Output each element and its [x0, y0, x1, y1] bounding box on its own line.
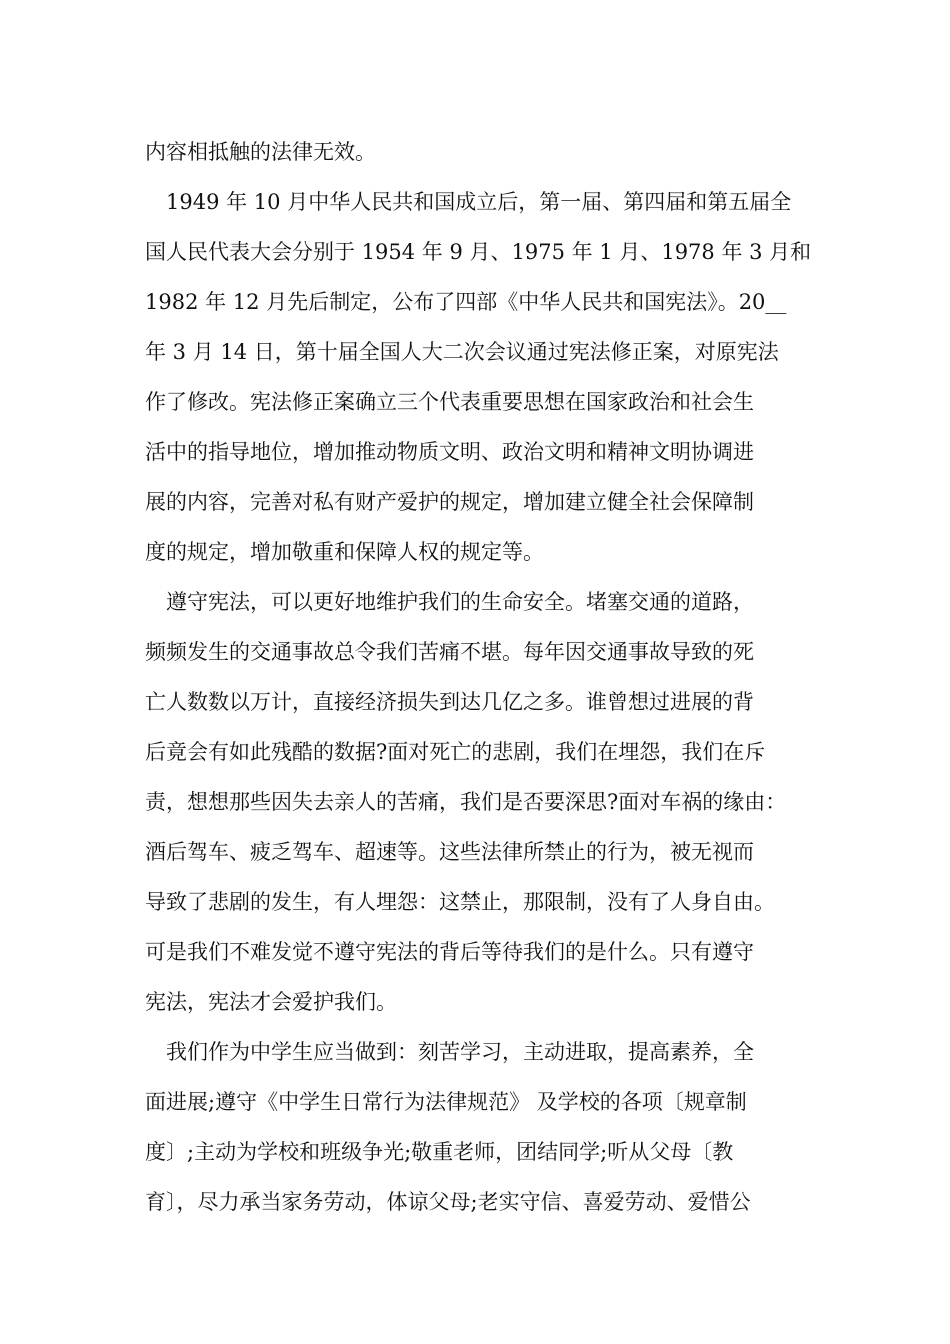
text-line: 展的内容，完善对私有财产爱护的规定，增加建立健全社会保障制 [145, 490, 754, 514]
text-line: 内容相抵触的法律无效。 [145, 140, 376, 164]
text-line: 酒后驾车、疲乏驾车、超速等。这些法律所禁止的行为，被无视而 [145, 840, 754, 864]
paragraph-start-line: 我们作为中学生应当做到：刻苦学习，主动进取，提高素养，全 [166, 1040, 754, 1064]
paragraph-start-line: 1949 年 10 月中华人民共和国成立后，第一届、第四届和第五届全 [166, 190, 792, 214]
text-line: 亡人数数以万计，直接经济损失到达几亿之多。谁曾想过进展的背 [145, 690, 754, 714]
text-line: 度的规定，增加敬重和保障人权的规定等。 [145, 540, 544, 564]
text-line: 国人民代表大会分别于 1954 年 9 月、1975 年 1 月、1978 年 3 月和 [145, 240, 812, 264]
text-line: 频频发生的交通事故总令我们苦痛不堪。每年因交通事故导致的死 [145, 640, 754, 664]
text-line: 导致了悲剧的发生，有人埋怨：这禁止，那限制，没有了人身自由。 [145, 890, 775, 914]
text-line: 责，想想那些因失去亲人的苦痛，我们是否要深思?面对车祸的缘由： [145, 790, 787, 814]
text-line: 可是我们不难发觉不遵守宪法的背后等待我们的是什么。只有遵守 [145, 940, 754, 964]
text-line: 活中的指导地位，增加推动物质文明、政治文明和精神文明协调进 [145, 440, 754, 464]
text-line: 1982 年 12 月先后制定，公布了四部《中华人民共和国宪法》。20__ [145, 290, 787, 314]
text-line: 育〕，尽力承当家务劳动，体谅父母;老实守信、喜爱劳动、爱惜公 [145, 1190, 751, 1214]
paragraph-start-line: 遵守宪法，可以更好地维护我们的生命安全。堵塞交通的道路， [166, 590, 754, 614]
text-line: 面进展;遵守《中学生日常行为法律规范》 及学校的各项〔规章制 [145, 1090, 747, 1114]
text-line: 年 3 月 14 日，第十届全国人大二次会议通过宪法修正案，对原宪法 [145, 340, 779, 364]
text-line: 后竟会有如此残酷的数据?面对死亡的悲剧，我们在埋怨，我们在斥 [145, 740, 766, 764]
text-line: 作了修改。宪法修正案确立三个代表重要思想在国家政治和社会生 [145, 390, 754, 414]
text-line: 宪法，宪法才会爱护我们。 [145, 990, 397, 1014]
text-line: 度〕;主动为学校和班级争光;敬重老师，团结同学;听从父母〔教 [145, 1140, 734, 1164]
